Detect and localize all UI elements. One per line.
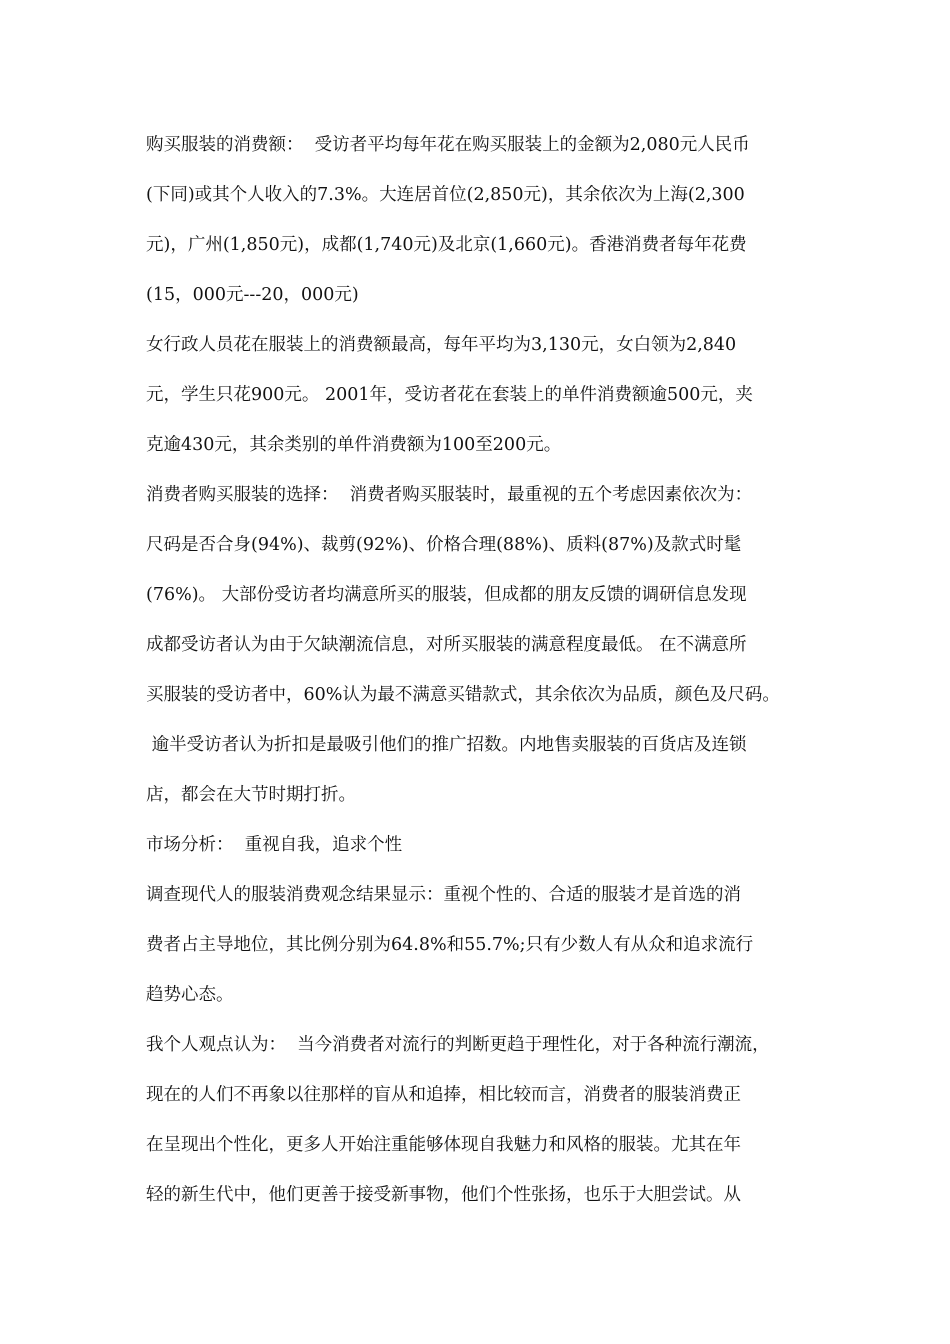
- text-line: 元，学生只花900元。 2001年，受访者花在套装上的单件消费额逾500元，夹: [146, 385, 753, 405]
- text-line: 店，都会在大节时期打折。: [146, 785, 356, 805]
- text-line: 尺码是否合身(94%)、裁剪(92%)、价格合理(88%)、质料(87%)及款式时髦: [146, 535, 742, 555]
- paragraph-market-analysis-heading: [146, 820, 810, 870]
- paragraph-survey-results: [146, 870, 810, 1020]
- text-line: 我个人观点认为： 当今消费者对流行的判断更趋于理性化，对于各种流行潮流，: [146, 1035, 770, 1055]
- text-line: 元)，广州(1,850元)，成都(1,740元)及北京(1,660元)。香港消费者每年花费: [146, 235, 747, 255]
- text-line: 市场分析： 重视自我，追求个性: [146, 835, 403, 855]
- text-line: 调查现代人的服装消费观念结果显示：重视个性的、合适的服装才是首选的消: [146, 885, 741, 905]
- text-line: 趋势心态。: [146, 985, 234, 1005]
- paragraph-female-executives: [146, 320, 810, 470]
- text-line: 轻的新生代中，他们更善于接受新事物，他们个性张扬，也乐于大胆尝试。从: [146, 1185, 741, 1205]
- text-line: (15，000元---20，000元): [146, 285, 359, 305]
- text-line: 现在的人们不再象以往那样的盲从和追捧，相比较而言，消费者的服装消费正: [146, 1085, 741, 1105]
- text-line: 购买服装的消费额： 受访者平均每年花在购买服装上的金额为2,080元人民币: [146, 135, 750, 155]
- document-page: [146, 120, 810, 1220]
- text-line: 女行政人员花在服装上的消费额最高，每年平均为3,130元，女白领为2,840: [146, 335, 737, 355]
- text-line: 消费者购买服装的选择： 消费者购买服装时，最重视的五个考虑因素依次为：: [146, 485, 753, 505]
- text-line: (下同)或其个人收入的7.3%。大连居首位(2,850元)，其余依次为上海(2,300: [146, 185, 745, 205]
- text-line: 在呈现出个性化，更多人开始注重能够体现自我魅力和风格的服装。尤其在年: [146, 1135, 741, 1155]
- paragraph-personal-opinion: [146, 1020, 810, 1220]
- text-line: 买服装的受访者中，60%认为最不满意买错款式，其余依次为品质，颜色及尺码。: [146, 685, 780, 705]
- text-line: 逾半受访者认为折扣是最吸引他们的推广招数。内地售卖服装的百货店及连锁: [146, 735, 747, 755]
- paragraph-clothing-spend: [146, 120, 810, 320]
- paragraph-consumer-choice: [146, 470, 810, 820]
- text-line: 成都受访者认为由于欠缺潮流信息，对所买服装的满意程度最低。 在不满意所: [146, 635, 747, 655]
- text-line: (76%)。 大部份受访者均满意所买的服装，但成都的朋友反馈的调研信息发现: [146, 585, 747, 605]
- text-line: 费者占主导地位，其比例分别为64.8%和55.7%;只有少数人有从众和追求流行: [146, 935, 754, 955]
- text-line: 克逾430元，其余类别的单件消费额为100至200元。: [146, 435, 562, 455]
